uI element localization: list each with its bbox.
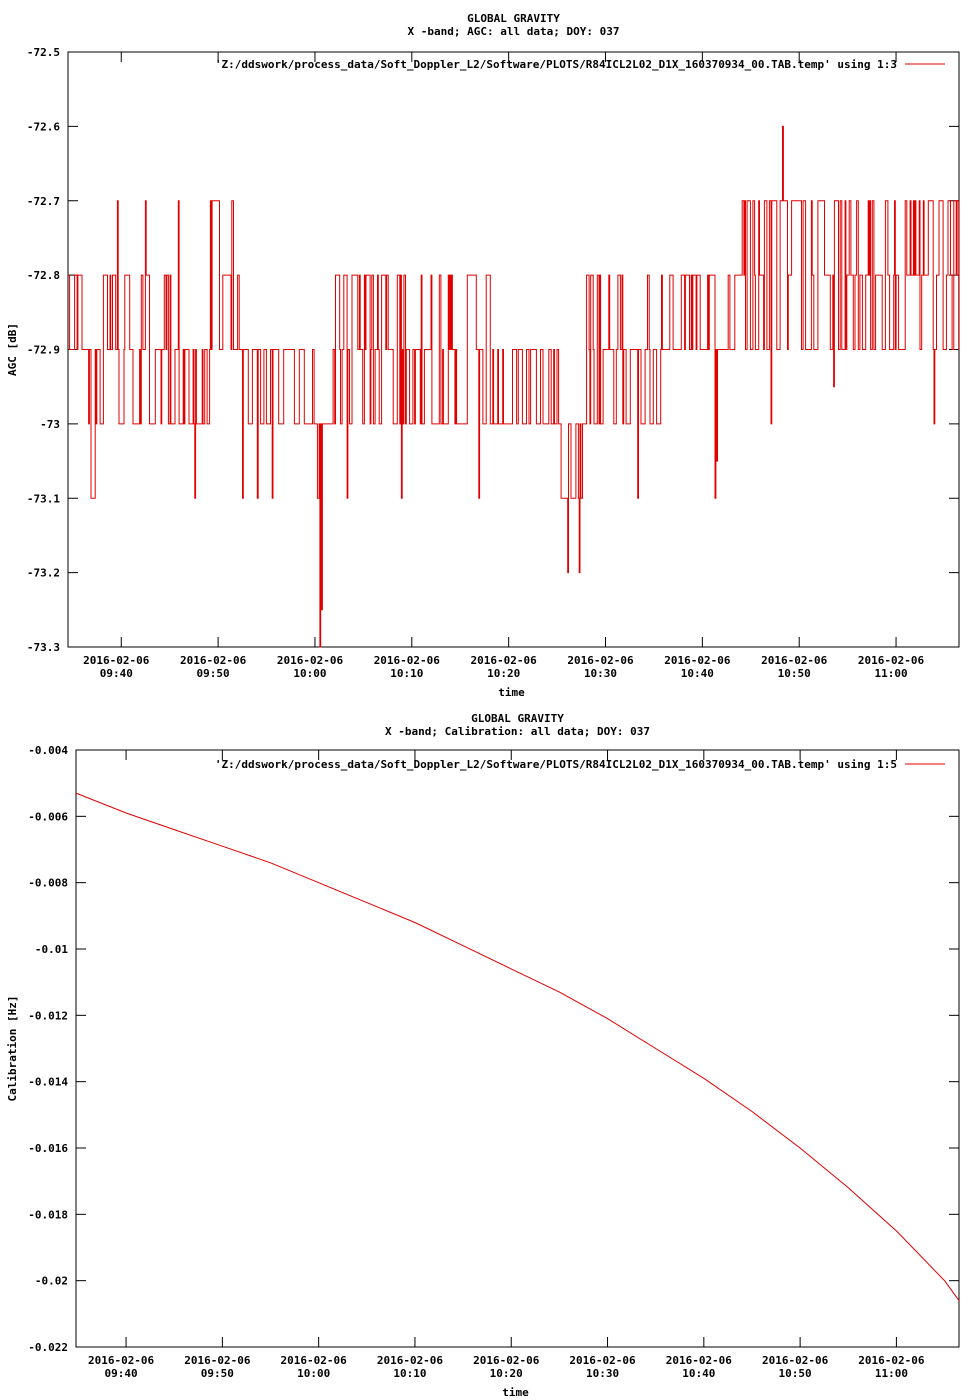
legend-entry: 'Z:/ddswork/process_data/Soft_Doppler_L2/Software/PLOTS/R84ICL2L02_D1X_160370934_00.TAB.temp' using 1:3 — [214, 58, 897, 71]
plot-frame — [76, 750, 959, 1347]
x-tick-date: 2016-02-06 — [179, 654, 247, 667]
y-tick-label: -73.2 — [26, 566, 60, 580]
y-axis-label: AGC [dB] — [6, 323, 19, 376]
x-tick-time: 10:30 — [585, 1367, 620, 1380]
x-tick-date: 2016-02-06 — [83, 654, 150, 667]
y-tick-label: -0.016 — [28, 1142, 68, 1155]
x-tick-time: 10:10 — [393, 1367, 427, 1380]
x-tick-date: 2016-02-06 — [184, 1354, 251, 1367]
x-tick-time: 10:10 — [390, 667, 424, 680]
x-tick-time: 09:40 — [104, 1367, 138, 1380]
x-tick-time: 11:00 — [874, 667, 908, 680]
y-tick-label: -0.006 — [28, 810, 68, 824]
y-tick-label: -73 — [40, 417, 60, 431]
x-tick-date: 2016-02-06 — [858, 1354, 925, 1367]
y-tick-label: -0.004 — [28, 744, 68, 757]
x-tick-date: 2016-02-06 — [473, 1354, 540, 1367]
chart-subtitle: X -band; AGC: all data; DOY: 037 — [407, 25, 620, 38]
x-tick-time: 10:50 — [777, 667, 811, 680]
x-tick-time: 11:00 — [874, 1367, 908, 1380]
y-tick-label: -72.5 — [26, 46, 60, 59]
y-tick-label: -72.7 — [26, 194, 60, 208]
chart-title: GLOBAL GRAVITY — [471, 712, 564, 725]
x-tick-time: 10:40 — [680, 667, 714, 680]
x-tick-date: 2016-02-06 — [569, 1354, 636, 1367]
series-line-0 — [68, 126, 959, 647]
y-tick-label: -0.01 — [34, 943, 68, 956]
x-tick-time: 10:00 — [293, 667, 327, 680]
legend-entry: 'Z:/ddswork/process_data/Soft_Doppler_L2/Software/PLOTS/R84ICL2L02_D1X_160370934_00.TAB.temp' using 1:5 — [214, 758, 897, 771]
y-tick-label: -73.3 — [26, 641, 60, 654]
y-tick-label: -73.1 — [26, 492, 60, 506]
y-tick-label: -0.008 — [28, 876, 68, 890]
x-tick-time: 10:50 — [778, 1367, 812, 1380]
chart-title: GLOBAL GRAVITY — [467, 12, 560, 25]
x-tick-date: 2016-02-06 — [762, 1354, 829, 1367]
y-tick-label: -0.02 — [34, 1274, 68, 1288]
y-tick-label: -72.6 — [26, 120, 60, 134]
x-axis-label: time — [502, 1386, 529, 1399]
x-tick-date: 2016-02-06 — [376, 1354, 444, 1367]
x-tick-time: 10:30 — [583, 667, 618, 680]
x-tick-date: 2016-02-06 — [761, 654, 828, 667]
y-tick-label: -0.022 — [28, 1341, 68, 1354]
x-axis-label: time — [498, 686, 525, 699]
x-tick-time: 09:50 — [200, 1367, 234, 1380]
x-tick-date: 2016-02-06 — [373, 654, 440, 667]
chart-subtitle: X -band; Calibration: all data; DOY: 037 — [385, 725, 650, 738]
y-tick-label: -0.014 — [28, 1075, 68, 1089]
x-tick-date: 2016-02-06 — [470, 654, 537, 667]
y-tick-label: -0.012 — [28, 1009, 68, 1023]
y-tick-label: -72.8 — [26, 269, 60, 283]
calibration-chart — [0, 700, 980, 1400]
x-tick-time: 10:20 — [489, 1367, 523, 1380]
x-tick-time: 10:40 — [682, 1367, 716, 1380]
x-tick-date: 2016-02-06 — [280, 1354, 347, 1367]
x-tick-date: 2016-02-06 — [665, 1354, 732, 1367]
x-tick-time: 10:00 — [297, 1367, 331, 1380]
series-line-0 — [76, 793, 959, 1301]
x-tick-date: 2016-02-06 — [664, 654, 731, 667]
x-tick-time: 09:40 — [99, 667, 133, 680]
y-tick-label: -72.9 — [26, 343, 60, 357]
y-axis-label: Calibration [Hz] — [6, 995, 19, 1102]
y-tick-label: -0.018 — [28, 1208, 68, 1222]
x-tick-date: 2016-02-06 — [276, 654, 344, 667]
x-tick-date: 2016-02-06 — [87, 1354, 155, 1367]
x-tick-time: 09:50 — [196, 667, 230, 680]
x-tick-date: 2016-02-06 — [567, 654, 634, 667]
x-tick-time: 10:20 — [487, 667, 521, 680]
x-tick-date: 2016-02-06 — [857, 654, 925, 667]
